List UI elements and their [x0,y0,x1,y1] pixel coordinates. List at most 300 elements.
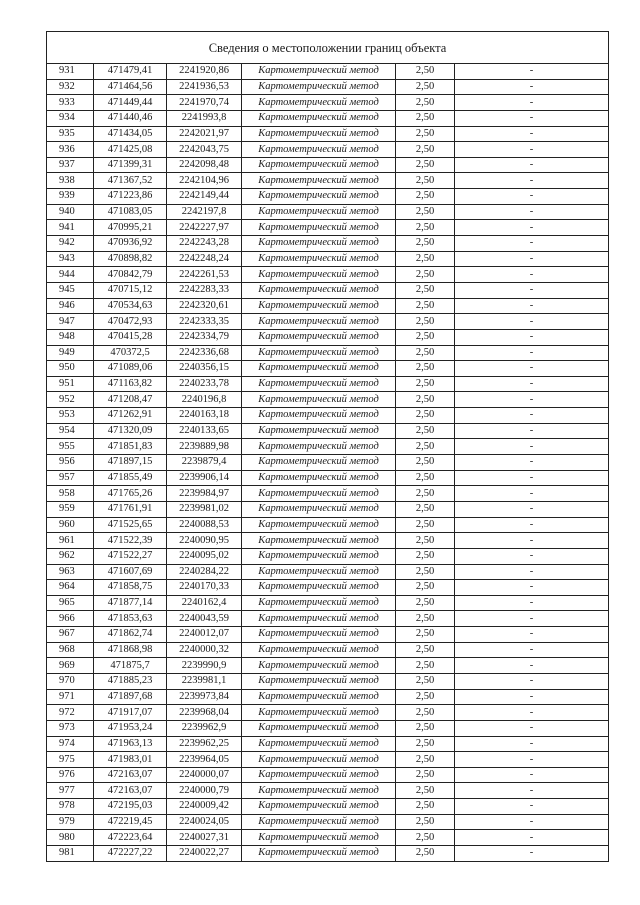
note-cell: - [455,517,609,533]
note-cell: - [455,408,609,424]
y-coordinate-cell: 2240022,27 [167,846,242,862]
point-number-cell: 974 [47,736,94,752]
method-cell: Картометрический метод [242,423,396,439]
note-cell: - [455,564,609,580]
note-cell: - [455,79,609,95]
x-coordinate-cell: 471761,91 [94,501,167,517]
y-coordinate-cell: 2242021,97 [167,126,242,142]
accuracy-cell: 2,50 [396,673,455,689]
point-number-cell: 953 [47,408,94,424]
note-cell: - [455,736,609,752]
method-cell: Картометрический метод [242,830,396,846]
x-coordinate-cell: 471425,08 [94,142,167,158]
table-row [47,705,609,721]
point-number-cell: 937 [47,157,94,173]
x-coordinate-cell: 471367,52 [94,173,167,189]
x-coordinate-cell: 471208,47 [94,392,167,408]
note-cell: - [455,673,609,689]
table-row [47,846,609,862]
accuracy-cell: 2,50 [396,533,455,549]
method-cell: Картометрический метод [242,689,396,705]
x-coordinate-cell: 472223,64 [94,830,167,846]
x-coordinate-cell: 470898,82 [94,251,167,267]
method-cell: Картометрический метод [242,673,396,689]
note-cell: - [455,423,609,439]
note-cell: - [455,267,609,283]
y-coordinate-cell: 2240000,79 [167,783,242,799]
y-coordinate-cell: 2239962,25 [167,736,242,752]
method-cell: Картометрический метод [242,767,396,783]
method-cell: Картометрический метод [242,173,396,189]
method-cell: Картометрический метод [242,204,396,220]
y-coordinate-cell: 2240356,15 [167,361,242,377]
method-cell: Картометрический метод [242,329,396,345]
y-coordinate-cell: 2242227,97 [167,220,242,236]
y-coordinate-cell: 2241970,74 [167,95,242,111]
note-cell: - [455,720,609,736]
accuracy-cell: 2,50 [396,314,455,330]
accuracy-cell: 2,50 [396,689,455,705]
accuracy-cell: 2,50 [396,251,455,267]
point-number-cell: 969 [47,658,94,674]
accuracy-cell: 2,50 [396,189,455,205]
table-row [47,455,609,471]
point-number-cell: 956 [47,455,94,471]
point-number-cell: 975 [47,752,94,768]
accuracy-cell: 2,50 [396,173,455,189]
y-coordinate-cell: 2242197,8 [167,204,242,220]
x-coordinate-cell: 470715,12 [94,282,167,298]
y-coordinate-cell: 2242283,33 [167,282,242,298]
accuracy-cell: 2,50 [396,376,455,392]
x-coordinate-cell: 472219,45 [94,814,167,830]
note-cell: - [455,799,609,815]
method-cell: Картометрический метод [242,298,396,314]
accuracy-cell: 2,50 [396,642,455,658]
accuracy-cell: 2,50 [396,846,455,862]
table-row [47,314,609,330]
accuracy-cell: 2,50 [396,64,455,80]
method-cell: Картометрический метод [242,627,396,643]
point-number-cell: 940 [47,204,94,220]
point-number-cell: 944 [47,267,94,283]
method-cell: Картометрический метод [242,658,396,674]
note-cell: - [455,470,609,486]
method-cell: Картометрический метод [242,533,396,549]
note-cell: - [455,236,609,252]
note-cell: - [455,251,609,267]
x-coordinate-cell: 471963,13 [94,736,167,752]
point-number-cell: 947 [47,314,94,330]
accuracy-cell: 2,50 [396,767,455,783]
note-cell: - [455,752,609,768]
point-number-cell: 967 [47,627,94,643]
point-number-cell: 964 [47,580,94,596]
table-title: Сведения о местоположении границ объекта [47,32,609,64]
note-cell: - [455,204,609,220]
accuracy-cell: 2,50 [396,564,455,580]
table-row [47,736,609,752]
y-coordinate-cell: 2239889,98 [167,439,242,455]
accuracy-cell: 2,50 [396,220,455,236]
y-coordinate-cell: 2240196,8 [167,392,242,408]
accuracy-cell: 2,50 [396,157,455,173]
note-cell: - [455,689,609,705]
table-row [47,627,609,643]
accuracy-cell: 2,50 [396,423,455,439]
x-coordinate-cell: 470936,92 [94,236,167,252]
document-sheet [46,31,608,862]
y-coordinate-cell: 2240284,22 [167,564,242,580]
method-cell: Картометрический метод [242,110,396,126]
table-row [47,595,609,611]
y-coordinate-cell: 2240163,18 [167,408,242,424]
method-cell: Картометрический метод [242,595,396,611]
x-coordinate-cell: 470372,5 [94,345,167,361]
note-cell: - [455,110,609,126]
x-coordinate-cell: 471083,05 [94,204,167,220]
note-cell: - [455,814,609,830]
point-number-cell: 978 [47,799,94,815]
accuracy-cell: 2,50 [396,455,455,471]
point-number-cell: 941 [47,220,94,236]
x-coordinate-cell: 471449,44 [94,95,167,111]
method-cell: Картометрический метод [242,142,396,158]
method-cell: Картометрический метод [242,376,396,392]
method-cell: Картометрический метод [242,439,396,455]
accuracy-cell: 2,50 [396,517,455,533]
note-cell: - [455,439,609,455]
table-row [47,345,609,361]
method-cell: Картометрический метод [242,95,396,111]
point-number-cell: 942 [47,236,94,252]
point-number-cell: 933 [47,95,94,111]
y-coordinate-cell: 2240009,42 [167,799,242,815]
table-row [47,689,609,705]
point-number-cell: 934 [47,110,94,126]
table-row [47,329,609,345]
accuracy-cell: 2,50 [396,814,455,830]
point-number-cell: 950 [47,361,94,377]
table-row [47,439,609,455]
table-row [47,173,609,189]
table-row [47,517,609,533]
boundary-coordinates-table [46,31,609,862]
method-cell: Картометрический метод [242,846,396,862]
point-number-cell: 943 [47,251,94,267]
point-number-cell: 952 [47,392,94,408]
table-row [47,830,609,846]
table-row [47,658,609,674]
x-coordinate-cell: 471434,05 [94,126,167,142]
method-cell: Картометрический метод [242,267,396,283]
point-number-cell: 945 [47,282,94,298]
x-coordinate-cell: 471399,31 [94,157,167,173]
accuracy-cell: 2,50 [396,110,455,126]
table-row [47,580,609,596]
accuracy-cell: 2,50 [396,267,455,283]
x-coordinate-cell: 471223,86 [94,189,167,205]
point-number-cell: 948 [47,329,94,345]
note-cell: - [455,329,609,345]
x-coordinate-cell: 471765,26 [94,486,167,502]
y-coordinate-cell: 2241993,8 [167,110,242,126]
table-row [47,470,609,486]
point-number-cell: 963 [47,564,94,580]
method-cell: Картометрический метод [242,783,396,799]
accuracy-cell: 2,50 [396,392,455,408]
x-coordinate-cell: 471983,01 [94,752,167,768]
accuracy-cell: 2,50 [396,439,455,455]
point-number-cell: 965 [47,595,94,611]
table-row [47,361,609,377]
point-number-cell: 962 [47,548,94,564]
x-coordinate-cell: 471862,74 [94,627,167,643]
y-coordinate-cell: 2241936,53 [167,79,242,95]
table-row [47,392,609,408]
table-row [47,408,609,424]
y-coordinate-cell: 2239981,02 [167,501,242,517]
method-cell: Картометрический метод [242,345,396,361]
accuracy-cell: 2,50 [396,470,455,486]
accuracy-cell: 2,50 [396,611,455,627]
table-row [47,251,609,267]
method-cell: Картометрический метод [242,564,396,580]
accuracy-cell: 2,50 [396,95,455,111]
x-coordinate-cell: 472195,03 [94,799,167,815]
note-cell: - [455,142,609,158]
point-number-cell: 970 [47,673,94,689]
y-coordinate-cell: 2242248,24 [167,251,242,267]
note-cell: - [455,627,609,643]
method-cell: Картометрический метод [242,580,396,596]
method-cell: Картометрический метод [242,470,396,486]
method-cell: Картометрический метод [242,64,396,80]
accuracy-cell: 2,50 [396,408,455,424]
note-cell: - [455,282,609,298]
note-cell: - [455,64,609,80]
table-row [47,267,609,283]
point-number-cell: 979 [47,814,94,830]
y-coordinate-cell: 2242320,61 [167,298,242,314]
x-coordinate-cell: 470534,63 [94,298,167,314]
table-row [47,783,609,799]
method-cell: Картометрический метод [242,548,396,564]
x-coordinate-cell: 471875,7 [94,658,167,674]
y-coordinate-cell: 2242098,48 [167,157,242,173]
x-coordinate-cell: 471089,06 [94,361,167,377]
method-cell: Картометрический метод [242,736,396,752]
note-cell: - [455,846,609,862]
table-row [47,720,609,736]
note-cell: - [455,126,609,142]
accuracy-cell: 2,50 [396,783,455,799]
method-cell: Картометрический метод [242,642,396,658]
x-coordinate-cell: 471877,14 [94,595,167,611]
method-cell: Картометрический метод [242,126,396,142]
table-row [47,673,609,689]
point-number-cell: 959 [47,501,94,517]
x-coordinate-cell: 471522,39 [94,533,167,549]
point-number-cell: 957 [47,470,94,486]
method-cell: Картометрический метод [242,720,396,736]
table-body [47,64,609,862]
point-number-cell: 955 [47,439,94,455]
accuracy-cell: 2,50 [396,204,455,220]
note-cell: - [455,486,609,502]
accuracy-cell: 2,50 [396,501,455,517]
x-coordinate-cell: 471897,15 [94,455,167,471]
point-number-cell: 976 [47,767,94,783]
point-number-cell: 935 [47,126,94,142]
note-cell: - [455,455,609,471]
table-row [47,501,609,517]
accuracy-cell: 2,50 [396,282,455,298]
note-cell: - [455,783,609,799]
y-coordinate-cell: 2239962,9 [167,720,242,736]
y-coordinate-cell: 2240233,78 [167,376,242,392]
y-coordinate-cell: 2240095,02 [167,548,242,564]
point-number-cell: 971 [47,689,94,705]
note-cell: - [455,580,609,596]
note-cell: - [455,314,609,330]
x-coordinate-cell: 470995,21 [94,220,167,236]
y-coordinate-cell: 2240000,07 [167,767,242,783]
table-row [47,564,609,580]
method-cell: Картометрический метод [242,361,396,377]
accuracy-cell: 2,50 [396,548,455,564]
note-cell: - [455,220,609,236]
table-row [47,799,609,815]
point-number-cell: 938 [47,173,94,189]
table-row [47,110,609,126]
y-coordinate-cell: 2240012,07 [167,627,242,643]
x-coordinate-cell: 471897,68 [94,689,167,705]
method-cell: Картометрический метод [242,314,396,330]
note-cell: - [455,345,609,361]
accuracy-cell: 2,50 [396,720,455,736]
point-number-cell: 977 [47,783,94,799]
note-cell: - [455,157,609,173]
x-coordinate-cell: 471262,91 [94,408,167,424]
point-number-cell: 954 [47,423,94,439]
point-number-cell: 931 [47,64,94,80]
table-title-row [47,32,609,64]
accuracy-cell: 2,50 [396,126,455,142]
y-coordinate-cell: 2240170,33 [167,580,242,596]
y-coordinate-cell: 2239906,14 [167,470,242,486]
y-coordinate-cell: 2239879,4 [167,455,242,471]
x-coordinate-cell: 471479,41 [94,64,167,80]
note-cell: - [455,611,609,627]
point-number-cell: 961 [47,533,94,549]
note-cell: - [455,533,609,549]
accuracy-cell: 2,50 [396,486,455,502]
y-coordinate-cell: 2239981,1 [167,673,242,689]
table-row [47,642,609,658]
table-row [47,767,609,783]
accuracy-cell: 2,50 [396,580,455,596]
y-coordinate-cell: 2239984,97 [167,486,242,502]
x-coordinate-cell: 470472,93 [94,314,167,330]
y-coordinate-cell: 2242243,28 [167,236,242,252]
note-cell: - [455,173,609,189]
point-number-cell: 936 [47,142,94,158]
x-coordinate-cell: 471853,63 [94,611,167,627]
note-cell: - [455,95,609,111]
x-coordinate-cell: 471464,56 [94,79,167,95]
y-coordinate-cell: 2241920,86 [167,64,242,80]
method-cell: Картометрический метод [242,236,396,252]
accuracy-cell: 2,50 [396,79,455,95]
method-cell: Картометрический метод [242,455,396,471]
table-row [47,220,609,236]
method-cell: Картометрический метод [242,189,396,205]
point-number-cell: 949 [47,345,94,361]
accuracy-cell: 2,50 [396,329,455,345]
x-coordinate-cell: 471522,27 [94,548,167,564]
point-number-cell: 951 [47,376,94,392]
accuracy-cell: 2,50 [396,595,455,611]
x-coordinate-cell: 472163,07 [94,767,167,783]
x-coordinate-cell: 471320,09 [94,423,167,439]
accuracy-cell: 2,50 [396,361,455,377]
note-cell: - [455,595,609,611]
point-number-cell: 939 [47,189,94,205]
y-coordinate-cell: 2239964,05 [167,752,242,768]
accuracy-cell: 2,50 [396,345,455,361]
y-coordinate-cell: 2240133,65 [167,423,242,439]
y-coordinate-cell: 2240088,53 [167,517,242,533]
point-number-cell: 972 [47,705,94,721]
method-cell: Картометрический метод [242,408,396,424]
x-coordinate-cell: 472163,07 [94,783,167,799]
note-cell: - [455,189,609,205]
x-coordinate-cell: 471885,23 [94,673,167,689]
point-number-cell: 960 [47,517,94,533]
table-row [47,282,609,298]
x-coordinate-cell: 471868,98 [94,642,167,658]
note-cell: - [455,767,609,783]
point-number-cell: 981 [47,846,94,862]
accuracy-cell: 2,50 [396,236,455,252]
y-coordinate-cell: 2242104,96 [167,173,242,189]
y-coordinate-cell: 2242336,68 [167,345,242,361]
note-cell: - [455,705,609,721]
y-coordinate-cell: 2242334,79 [167,329,242,345]
accuracy-cell: 2,50 [396,298,455,314]
table-row [47,79,609,95]
accuracy-cell: 2,50 [396,736,455,752]
table-row [47,204,609,220]
note-cell: - [455,658,609,674]
point-number-cell: 958 [47,486,94,502]
accuracy-cell: 2,50 [396,705,455,721]
table-row [47,157,609,173]
method-cell: Картометрический метод [242,799,396,815]
method-cell: Картометрический метод [242,486,396,502]
note-cell: - [455,548,609,564]
point-number-cell: 946 [47,298,94,314]
y-coordinate-cell: 2240000,32 [167,642,242,658]
note-cell: - [455,501,609,517]
y-coordinate-cell: 2240162,4 [167,595,242,611]
table-row [47,126,609,142]
point-number-cell: 980 [47,830,94,846]
y-coordinate-cell: 2239973,84 [167,689,242,705]
method-cell: Картометрический метод [242,282,396,298]
y-coordinate-cell: 2240027,31 [167,830,242,846]
